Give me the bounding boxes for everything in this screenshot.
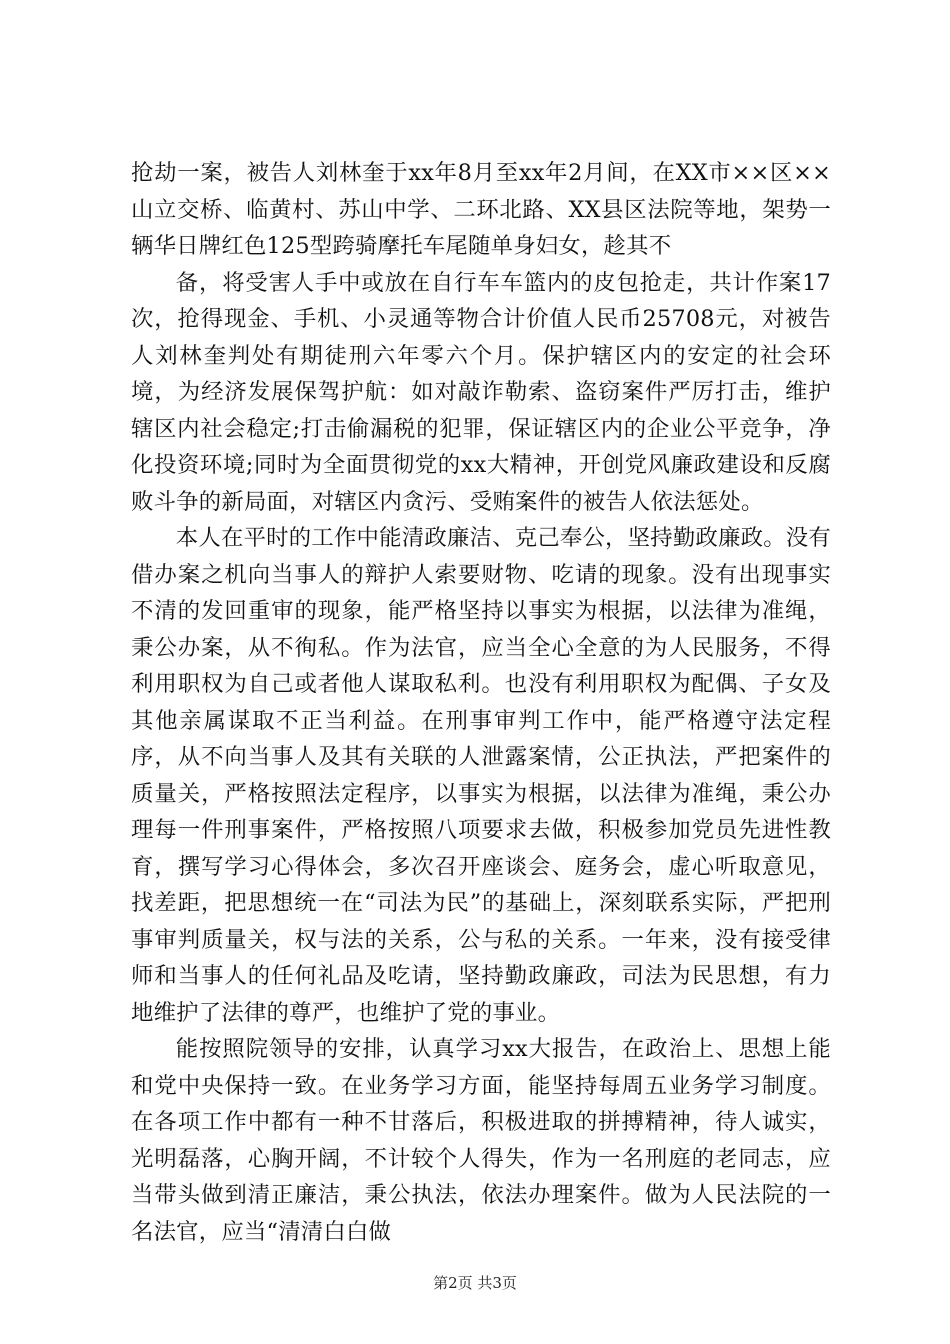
paragraph-2: 备，将受害人手中或放在自行车车篮内的皮包抢走，共计作案17次，抢得现金、手机、小灵通等物合计价值人民币25708元，对被告人刘林奎判处有期徒刑六年零六个月。保护辖区内的安定的社会环境，为经济发展保驾护航：如对敲诈勒索、盗窃案件严厉打击，维护辖区内社会稳定;打击偷漏税的犯罪，保证辖区内的企业公平竞争，净化投资环境;同时为全面贯彻党的xx大精神，开创党风廉政建设和反腐败斗争的新局面，对辖区内贪污、受贿案件的被告人依法惩处。 (131, 269, 831, 515)
paragraph-1: 抢劫一案，被告人刘林奎于xx年8月至xx年2月间，在XX市××区××山立交桥、临黄村、苏山中学、二环北路、XX县区法院等地，架势一辆华日牌红色125型跨骑摩托车尾随单身妇女，趁其不 (131, 160, 831, 259)
page-footer: 第2页 共3页 (433, 1274, 517, 1292)
paragraph-3: 本人在平时的工作中能清政廉洁、克己奉公，坚持勤政廉政。没有借办案之机向当事人的辩护人索要财物、吃请的现象。没有出现事实不清的发回重审的现象，能严格坚持以事实为根据，以法律为准绳，秉公办案，从不徇私。作为法官，应当全心全意的为人民服务，不得利用职权为自己或者他人谋取私利。也没有利用职权为配偶、子女及其他亲属谋取不正当利益。在刑事审判工作中，能严格遵守法定程序，从不向当事人及其有关联的人泄露案情，公正执法，严把案件的质量关，严格按照法定程序，以事实为根据，以法律为准绳，秉公办理每一件刑事案件，严格按照八项要求去做，积极参加党员先进性教育，撰写学习心得体会，多次召开座谈会、庭务会，虚心听取意见，找差距，把思想统一在“司法为民”的基础上，深刻联系实际，严把刑事审判质量关，权与法的关系，公与私的关系。一年来，没有接受律师和当事人的任何礼品及吃请，坚持勤政廉政，司法为民思想，有力地维护了法律的尊严，也维护了党的事业。 (131, 525, 831, 1026)
paragraph-4: 能按照院领导的安排，认真学习xx大报告，在政治上、思想上能和党中央保持一致。在业务学习方面，能坚持每周五业务学习制度。在各项工作中都有一种不甘落后，积极进取的拼搏精神，待人诚实，光明磊落，心胸开阔，不计较个人得失，作为一名刑庭的老同志，应当带头做到清正廉洁，秉公执法，依法办理案件。做为人民法院的一名法官，应当“清清白白做 (131, 1036, 831, 1245)
document-body (131, 155, 831, 1250)
